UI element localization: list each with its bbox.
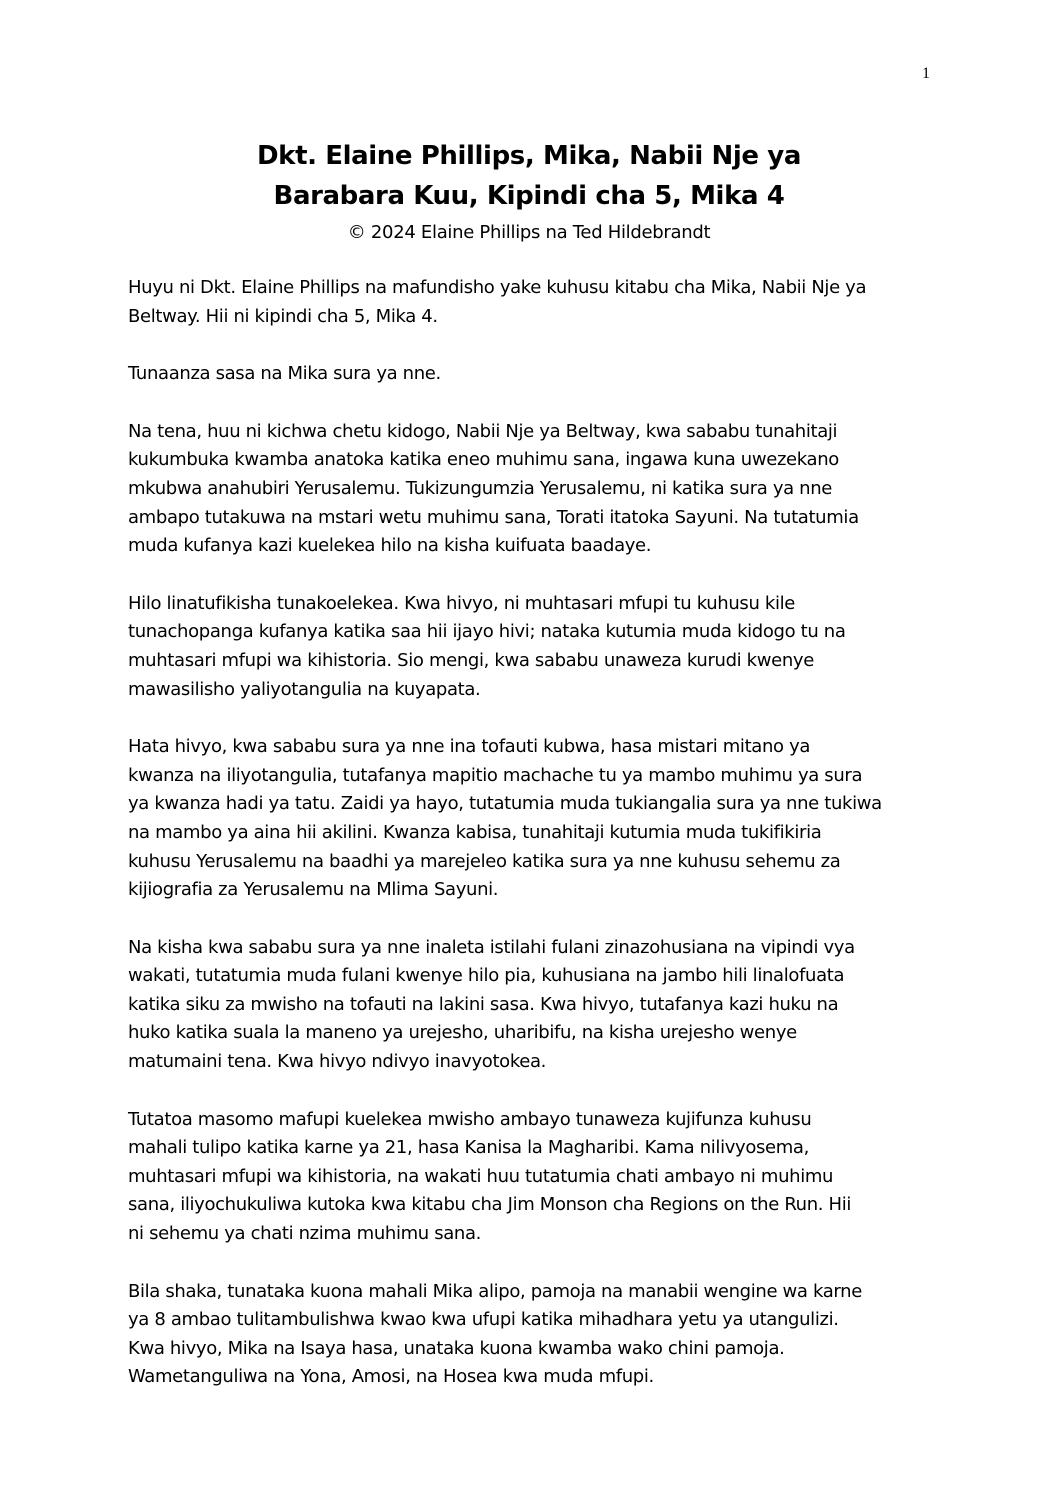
document-title-line-1: Dkt. Elaine Phillips, Mika, Nabii Nje ya bbox=[257, 141, 801, 171]
paragraph-line: kwanza na iliyotangulia, tutafanya mapitio machache tu ya mambo muhimu ya sura bbox=[128, 764, 863, 786]
paragraph-line: katika siku za mwisho na tofauti na lakini sasa. Kwa hivyo, tutafanya kazi huku na bbox=[128, 993, 839, 1015]
paragraph-line: Hilo linatufikisha tunakoelekea. Kwa hivyo, ni muhtasari mfupi tu kuhusu kile bbox=[128, 592, 795, 614]
paragraph-line: muhtasari mfupi wa kihistoria, na wakati huu tutatumia chati ambayo ni muhimu bbox=[128, 1165, 834, 1187]
paragraph-line: kijiografia za Yerusalemu na Mlima Sayuni. bbox=[128, 879, 499, 901]
paragraph-line: mahali tulipo katika karne ya 21, hasa Kanisa la Magharibi. Kama nilivyosema, bbox=[128, 1137, 809, 1159]
paragraph-line: mawasilisho yaliyotangulia na kuyapata. bbox=[128, 678, 481, 700]
paragraph-line: kukumbuka kwamba anatoka katika eneo muhimu sana, ingawa kuna uwezekano bbox=[128, 449, 839, 471]
paragraph-line: mkubwa anahubiri Yerusalemu. Tukizungumzia Yerusalemu, ni katika sura ya nne bbox=[128, 477, 833, 499]
paragraph-line: sana, iliyochukuliwa kutoka kwa kitabu cha Jim Monson cha Regions on the Run. Hii bbox=[128, 1194, 852, 1216]
paragraph-line: tunachopanga kufanya katika saa hii ijayo hivi; nataka kutumia muda kidogo tu na bbox=[128, 621, 846, 643]
paragraph-line: wakati, tutatumia muda fulani kwenye hilo pia, kuhusiana na jambo hili linalofuata bbox=[128, 965, 845, 987]
paragraph-line: ya 8 ambao tulitambulishwa kwao kwa ufupi katika mihadhara yetu ya utangulizi. bbox=[128, 1309, 839, 1331]
page-number: 1 bbox=[922, 65, 930, 82]
body-paragraph bbox=[128, 1278, 930, 1392]
paragraph-line: Bila shaka, tunataka kuona mahali Mika alipo, pamoja na manabii wengine wa karne bbox=[128, 1280, 862, 1302]
body-paragraph bbox=[128, 934, 930, 1077]
body-paragraph bbox=[128, 418, 930, 561]
paragraph-line: matumaini tena. Kwa hivyo ndivyo inavyotokea. bbox=[128, 1051, 547, 1073]
paragraph-line: Hata hivyo, kwa sababu sura ya nne ina tofauti kubwa, hasa mistari mitano ya bbox=[128, 736, 811, 758]
paragraph-line: Tutatoa masomo mafupi kuelekea mwisho ambayo tunaweza kujifunza kuhusu bbox=[128, 1108, 812, 1130]
paragraph-line: Na kisha kwa sababu sura ya nne inaleta istilahi fulani zinazohusiana na vipindi vya bbox=[128, 936, 855, 958]
paragraph-line: Kwa hivyo, Mika na Isaya hasa, unataka kuona kwamba wako chini pamoja. bbox=[128, 1337, 785, 1359]
paragraph-line: Huyu ni Dkt. Elaine Phillips na mafundisho yake kuhusu kitabu cha Mika, Nabii Nje ya bbox=[128, 277, 867, 298]
document-header bbox=[128, 136, 930, 246]
paragraph-line: muda kufanya kazi kuelekea hilo na kisha kuifuata baadaye. bbox=[128, 535, 652, 557]
paragraph-line: muhtasari mfupi wa kihistoria. Sio mengi, kwa sababu unaweza kurudi kwenye bbox=[128, 649, 814, 671]
paragraph-line: na mambo ya aina hii akilini. Kwanza kabisa, tunahitaji kutumia muda tukifikiria bbox=[128, 821, 822, 843]
paragraph-line: ya kwanza hadi ya tatu. Zaidi ya hayo, tutatumia muda tukiangalia sura ya nne tukiwa bbox=[128, 793, 882, 815]
paragraph-line: Tunaanza sasa na Mika sura ya nne. bbox=[128, 363, 441, 385]
body-paragraph bbox=[128, 360, 930, 389]
body-paragraph bbox=[128, 733, 930, 905]
document-body bbox=[128, 274, 930, 1421]
paragraph-line: ambapo tutakuwa na mstari wetu muhimu sana, Torati itatoka Sayuni. Na tutatumia bbox=[128, 506, 859, 528]
paragraph-line: Wametanguliwa na Yona, Amosi, na Hosea kwa muda mfupi. bbox=[128, 1366, 654, 1388]
document-title-line-2: Barabara Kuu, Kipindi cha 5, Mika 4 bbox=[273, 181, 785, 211]
body-paragraph bbox=[128, 274, 930, 331]
paragraph-line: huko katika suala la maneno ya urejesho, uharibifu, na kisha urejesho wenye bbox=[128, 1022, 797, 1044]
paragraph-line: ni sehemu ya chati nzima muhimu sana. bbox=[128, 1223, 482, 1245]
paragraph-line: Beltway. Hii ni kipindi cha 5, Mika 4. bbox=[128, 305, 438, 327]
paragraph-line: Na tena, huu ni kichwa chetu kidogo, Nabii Nje ya Beltway, kwa sababu tunahitaji bbox=[128, 420, 838, 442]
copyright-notice: © 2024 Elaine Phillips na Ted Hildebrandt bbox=[347, 222, 711, 243]
body-paragraph bbox=[128, 590, 930, 704]
body-paragraph bbox=[128, 1106, 930, 1249]
paragraph-line: kuhusu Yerusalemu na baadhi ya marejeleo katika sura ya nne kuhusu sehemu za bbox=[128, 850, 841, 872]
